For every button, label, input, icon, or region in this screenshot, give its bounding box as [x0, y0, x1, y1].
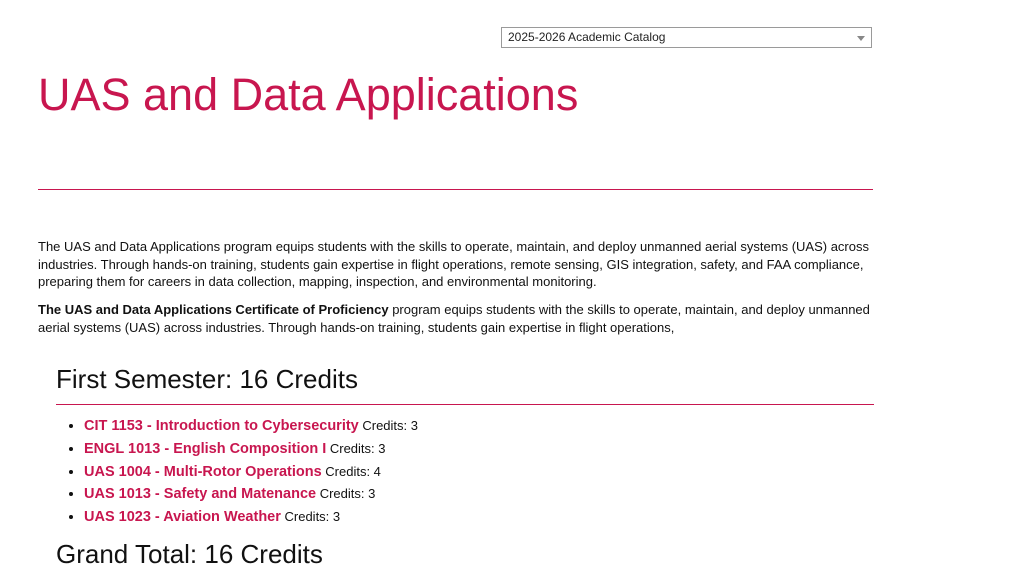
intro-paragraph-2-text: program equips students with the skills to operate, maintain, and deploy unmanned aerial systems (UAS) across industries. Through hands-on training, students gain expertise in flight operations,: [38, 302, 870, 335]
list-item: [84, 415, 418, 438]
page-title: UAS and Data Applications: [38, 69, 579, 120]
semester-heading: First Semester: 16 Credits: [56, 364, 358, 394]
certificate-name: The UAS and Data Applications Certificate of Proficiency: [38, 302, 389, 317]
grand-total-heading: Grand Total: 16 Credits: [56, 539, 323, 569]
list-item: [84, 438, 418, 461]
course-link[interactable]: UAS 1013 - Safety and Matenance: [84, 486, 317, 503]
catalog-year-select-value: 2025-2026 Academic Catalog: [508, 30, 666, 44]
catalog-year-select[interactable]: [501, 27, 872, 48]
list-item: [84, 506, 418, 529]
intro-paragraph-1: The UAS and Data Applications program equips students with the skills to operate, maintain, and deploy unmanned aerial systems (UAS) across industries. Through hands-on training, students gain expertise in flight operations, remote sensing, GIS integration, safety, and FAA compliance, preparing them for careers in data collection, mapping, inspection, and environmental monitoring.: [38, 239, 869, 289]
course-link[interactable]: UAS 1004 - Multi-Rotor Operations: [84, 463, 322, 480]
semester-divider: [56, 404, 874, 405]
list-item: [84, 483, 418, 506]
course-link[interactable]: CIT 1153 - Introduction to Cybersecurity: [84, 418, 359, 434]
title-divider: [38, 189, 873, 190]
course-link[interactable]: UAS 1023 - Aviation Weather: [84, 509, 281, 526]
course-credits: Credits: 3: [316, 486, 376, 502]
chevron-down-icon: [857, 36, 865, 41]
course-list: [56, 415, 418, 529]
course-credits: Credits: 3: [358, 418, 418, 433]
course-credits: Credits: 3: [326, 440, 386, 456]
course-credits: Credits: 4: [321, 463, 381, 479]
course-credits: Credits: 3: [280, 509, 341, 525]
course-link[interactable]: ENGL 1013 - English Composition I: [84, 440, 327, 457]
list-item: [84, 461, 418, 484]
intro-paragraph-2: [38, 301, 874, 336]
